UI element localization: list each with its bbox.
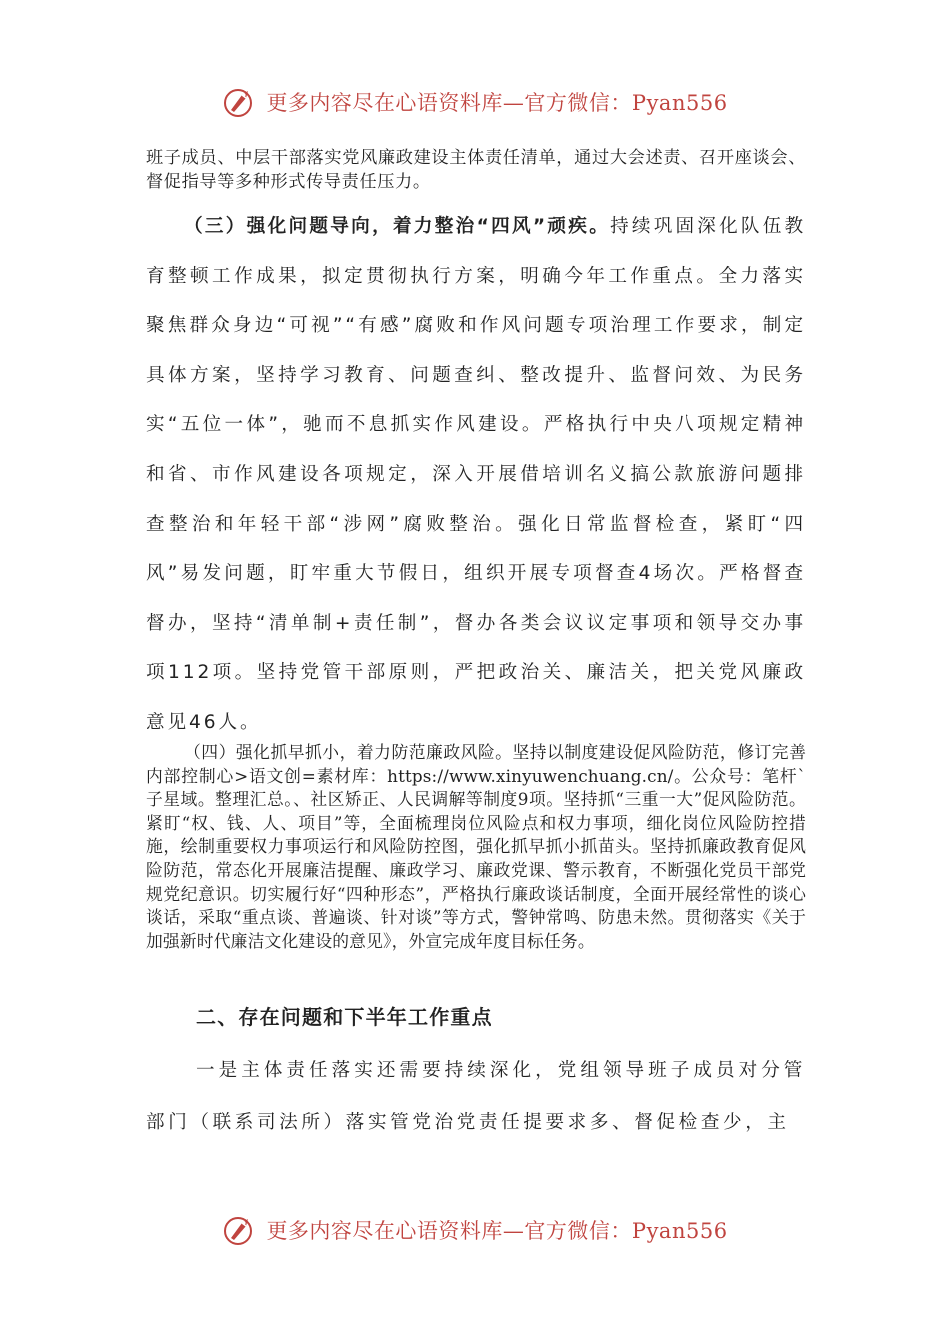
pen-nib-logo-icon (222, 85, 256, 119)
header-banner[interactable] (0, 82, 950, 122)
section-four-paragraph: （四）强化抓早抓小，着力防范廉政风险。坚持以制度建设促风险防范，修订完善内部控制心>语文创=素材库：https://www.xinyuwenchuang.cn/。公众号：笔杆`子星域。整理汇总。、社区矫正、人民调解等制度9项。坚持抓“三重一大”促风险防范。紧盯“权、钱、人、项目”等，全面梳理岗位风险点和权力事项，细化岗位风险防控措施，绘制重要权力事项运行和风险防控图，强化抓早抓小抓苗头。坚持抓廉政教育促风险防范，常态化开展廉洁提醒、廉政学习、廉政党课、警示教育，不断强化党员干部党规党纪意识。切实履行好“四种形态”，严格执行廉政谈话制度，全面开展经常性的谈心谈话，采取“重点谈、普遍谈、针对谈”等方式，警钟常鸣、防患未然。贯彻落实《关于加强新时代廉洁文化建设的意见》，外宣完成年度目标任务。 (146, 742, 806, 951)
footer-banner[interactable] (0, 1210, 950, 1250)
lead-paragraph: 班子成员、中层干部落实党风廉政建设主体责任清单，通过大会述责、召开座谈会、督促指导等多种形式传导责任压力。 (146, 148, 806, 192)
pen-nib-logo-icon (222, 1213, 256, 1247)
section-two-heading: 二、存在问题和下半年工作重点 (196, 1005, 493, 1029)
section-three-heading: （三）强化问题导向，着力整治“四风”顽疾。 (184, 216, 611, 237)
section-three-body: 持续巩固深化队伍教育整顿工作成果，拟定贯彻执行方案，明确今年工作重点。全力落实聚焦群众身边“可视”“有感”腐败和作风问题专项治理工作要求，制定具体方案，坚持学习教育、问题查纠、整改提升、监督问效、为民务实“五位一体”，驰而不息抓实作风建设。严格执行中央八项规定精神和省、市作风建设各项规定，深入开展借培训名义搞公款旅游问题排查整治和年轻干部“涉网”腐败整治。强化日常监督检查，紧盯“四风”易发问题，盯牢重大节假日，组织开展专项督查4场次。严格督查督办，坚持“清单制+责任制”，督办各类会议议定事项和领导交办事项112项。坚持党管干部原则，严把政治关、廉洁关，把关党风廉政意见46人。 (146, 216, 806, 733)
issue-one-paragraph: 一是主体责任落实还需要持续深化，党组领导班子成员对分管部门（联系司法所）落实管党治党责任提要求多、督促检查少，主 (146, 1060, 806, 1133)
footer-banner-text: 更多内容尽在心语资料库—官方微信：Pyan556 (266, 1219, 728, 1243)
section-three-paragraph (146, 202, 806, 748)
header-banner-text: 更多内容尽在心语资料库—官方微信：Pyan556 (266, 91, 728, 115)
